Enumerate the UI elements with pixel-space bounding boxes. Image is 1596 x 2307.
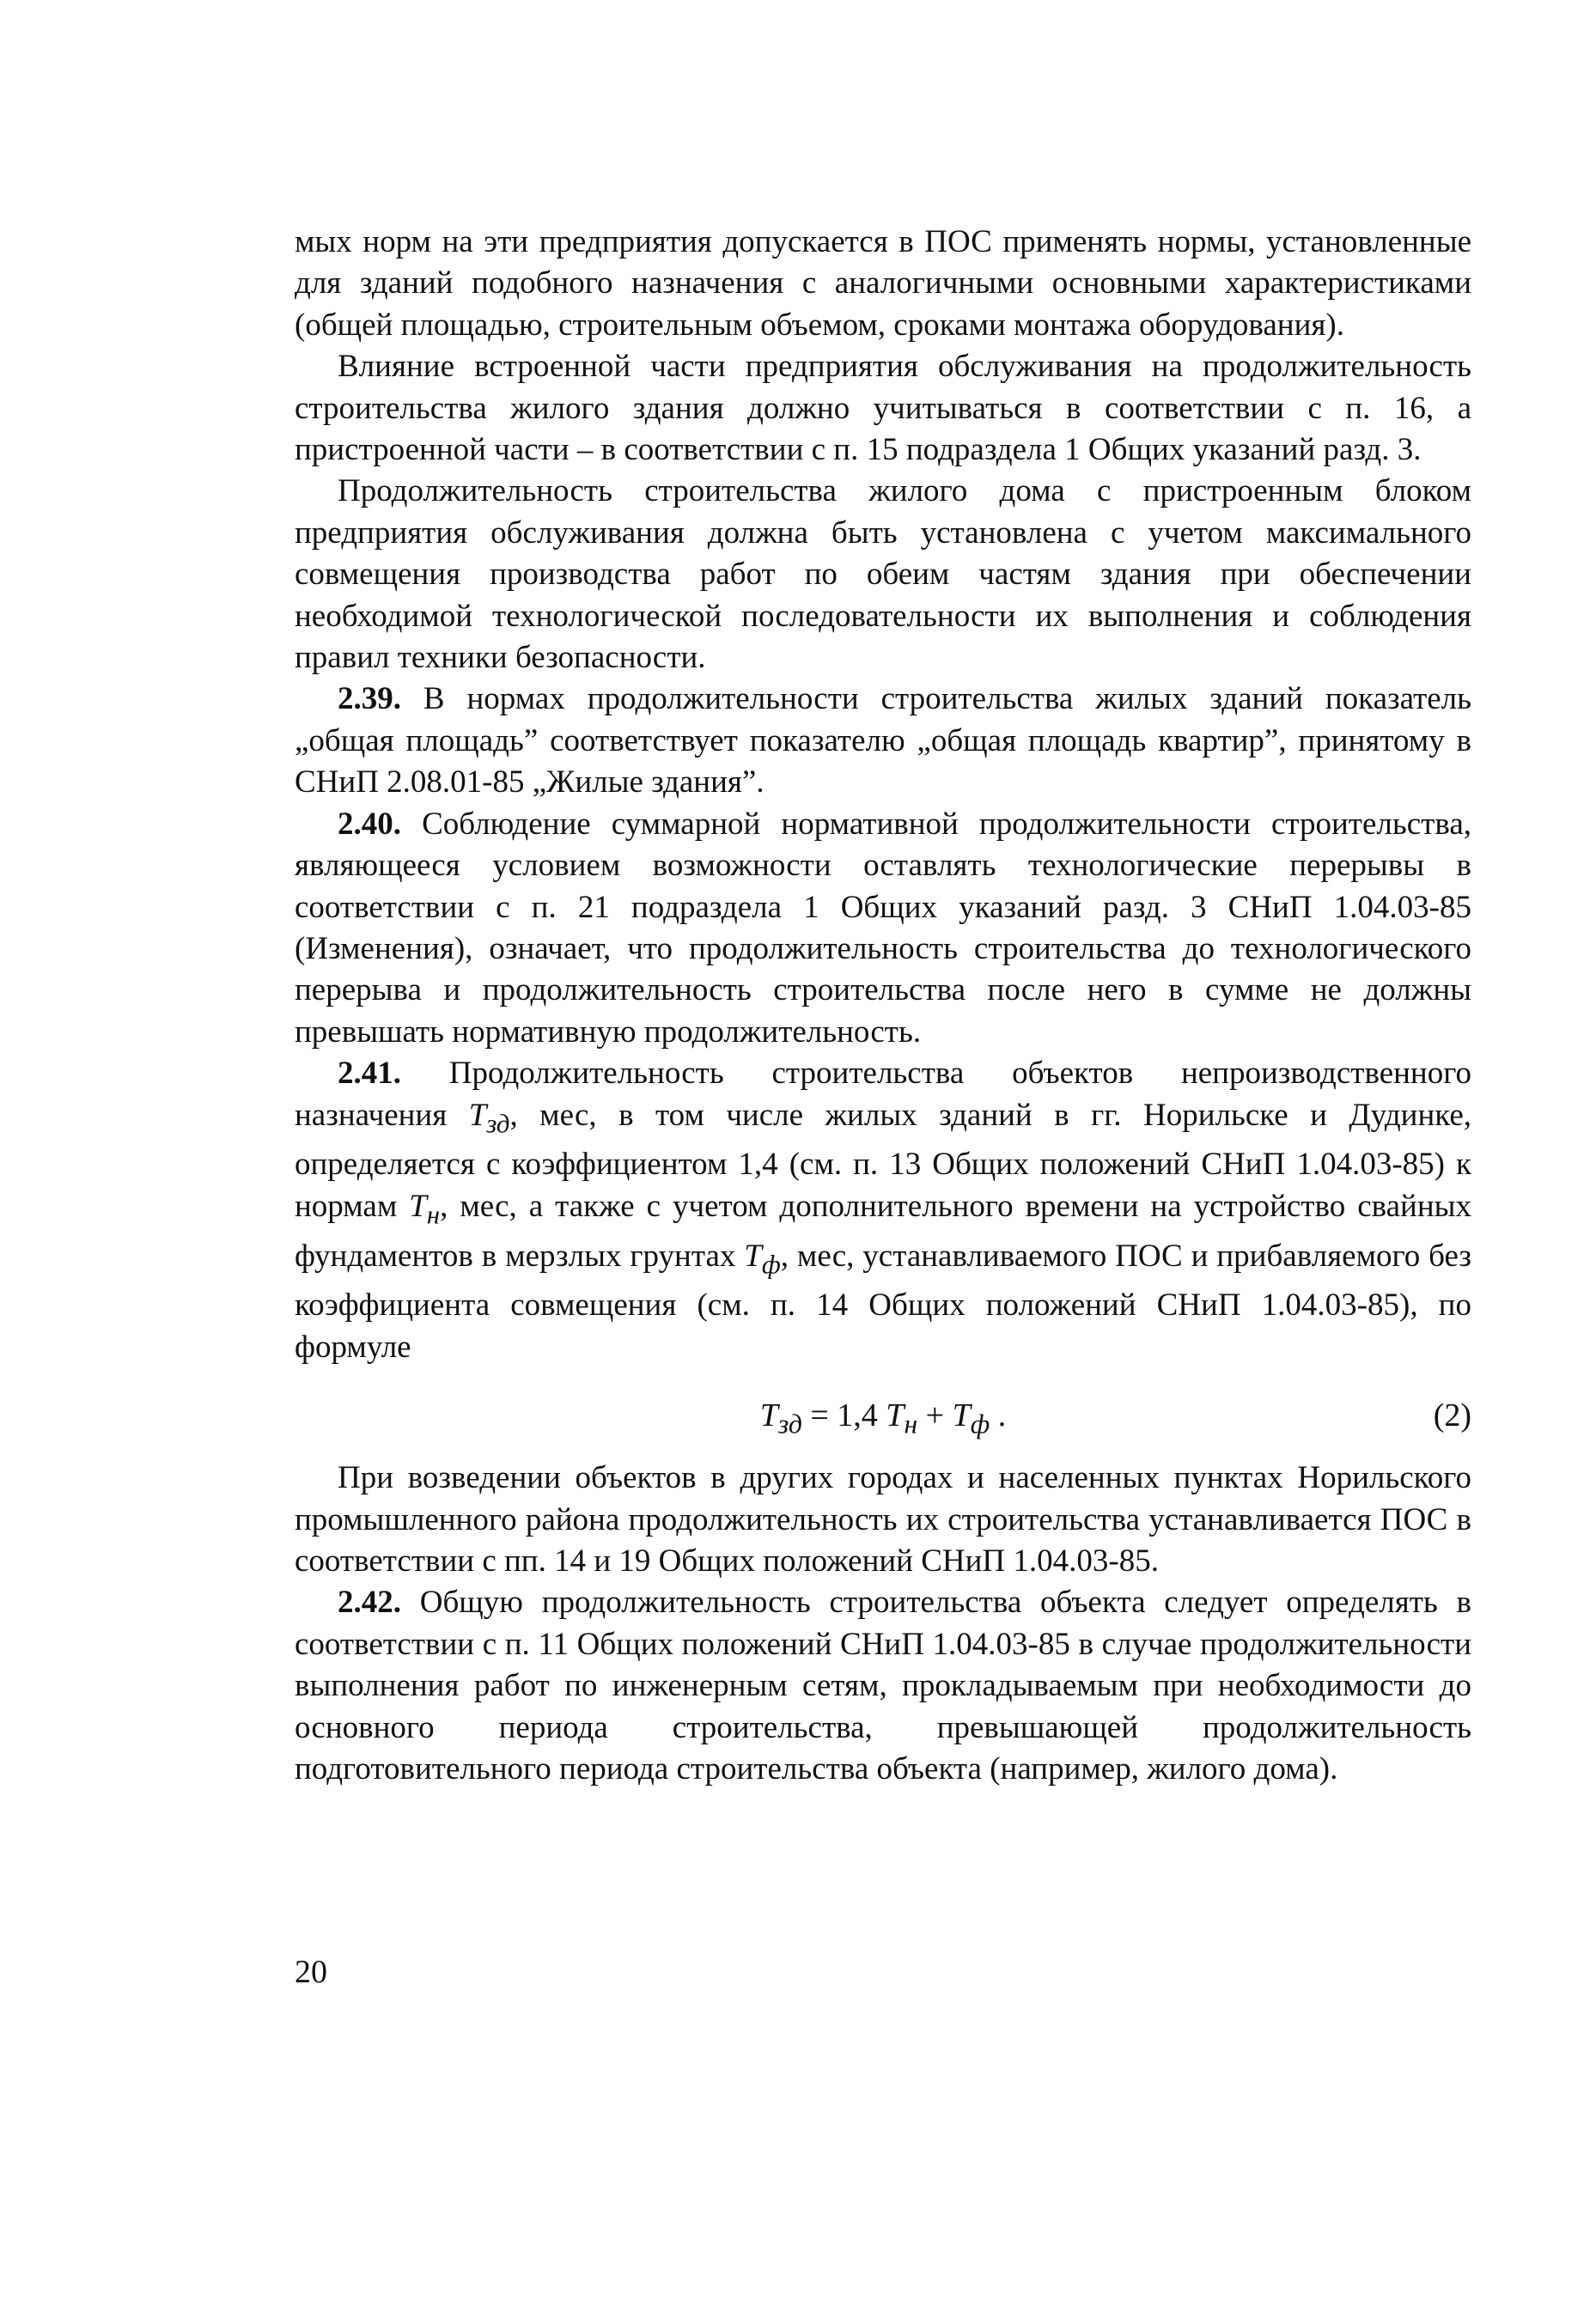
clause-text-part-4: , мес, устанавливаемого ПОС и прибавляемого без коэффициента совмещения (см. п. 14 Общих положений СНиП 1.04.03-85), по формуле: [295, 1238, 1471, 1365]
symbol-t-n: $T_н$: [409, 1188, 441, 1230]
paragraph-2-41: [295, 1053, 1471, 1368]
clause-number: 2.39.: [338, 681, 401, 717]
clause-text-part-2: , мес, в том числе жилых зданий в гг. Норильске и Дудинке, определяется с коэффициентом 1,4 (см. п. 13 Общих положений СНиП 1.04.03-85) к нормам: [295, 1097, 1471, 1224]
clause-text-part-1: Продолжительность строительства объектов непроизводственного назначения: [295, 1056, 1471, 1133]
clause-text: В нормах продолжительности строительства жилых зданий показатель „общая площадь” соответствует показателю „общая площадь квартир”, принятому в СНиП 2.08.01-85 „Жилые здания”.: [295, 681, 1471, 800]
clause-number: 2.40.: [338, 806, 401, 842]
document-body: [295, 222, 1471, 1790]
clause-text-part-3: , мес, а также с учетом дополнительного времени на устройство свайных фундаментов в мерзлых грунтах: [295, 1188, 1471, 1274]
symbol-t-f: $T_ф$: [744, 1238, 781, 1279]
paragraph-2-42: [295, 1582, 1471, 1790]
page-number: 20: [295, 1954, 327, 1990]
symbol-t-zd: $T_{зд}$: [468, 1097, 510, 1138]
paragraph-2-40: [295, 804, 1471, 1053]
clause-number: 2.41.: [338, 1056, 401, 1092]
paragraph-2-39: [295, 679, 1471, 803]
formula: $T_{зд} = 1,4$ $T_н + T_ф$ .: [759, 1397, 1007, 1440]
formula-row: [295, 1385, 1471, 1446]
equation-number: (2): [1433, 1397, 1471, 1434]
paragraph-norilsk-region: При возведении объектов в других городах и населенных пунктах Норильского промышленного района продолжительность их строительства устанавливается ПОС в соответствии с пп. 14 и 19 Общих положений СНиП 1.04.03-85.: [295, 1460, 1471, 1579]
clause-text: Соблюдение суммарной нормативной продолжительности строительства, являющееся условием возможности оставлять технологические перерывы в соответствии с п. 21 подраздела 1 Общих указаний разд. 3 СНиП 1.04.03-85 (Изменения), означает, что продолжительность строительства до технологического перерыва и продолжительность строительства после него в сумме не должны превышать нормативную продолжительность.: [295, 806, 1471, 1050]
clause-number: 2.42.: [338, 1585, 401, 1621]
paragraph-attached-block: Продолжительность строительства жилого дома с пристроенным блоком предприятия обслуживания должна быть установлена с учетом максимального совмещения производства работ по обеим частям здания при обеспечении необходимой технологической последовательности их выполнения и соблюдения правил техники безопасности.: [295, 473, 1471, 676]
paragraph-built-in-part: Влияние встроенной части предприятия обслуживания на продолжительность строительства жилого здания должно учитываться в соответствии с п. 16, а пристроенной части – в соответствии с п. 15 подраздела 1 Общих указаний разд. 3.: [295, 349, 1471, 468]
clause-text: Общую продолжительность строительства объекта следует определять в соответствии с п. 11 Общих положений СНиП 1.04.03-85 в случае продолжительности выполнения работ по инженерным сетям, прокладываемым при необходимости до основного периода строительства, превышающей продолжительность подготовительного периода строительства объекта (например, жилого дома).: [295, 1585, 1471, 1787]
paragraph-continuation: мых норм на эти предприятия допускается в ПОС применять нормы, установленные для зданий подобного назначения с аналогичными основными характеристиками (общей площадью, строительным объемом, сроками монтажа оборудования).: [295, 224, 1471, 343]
